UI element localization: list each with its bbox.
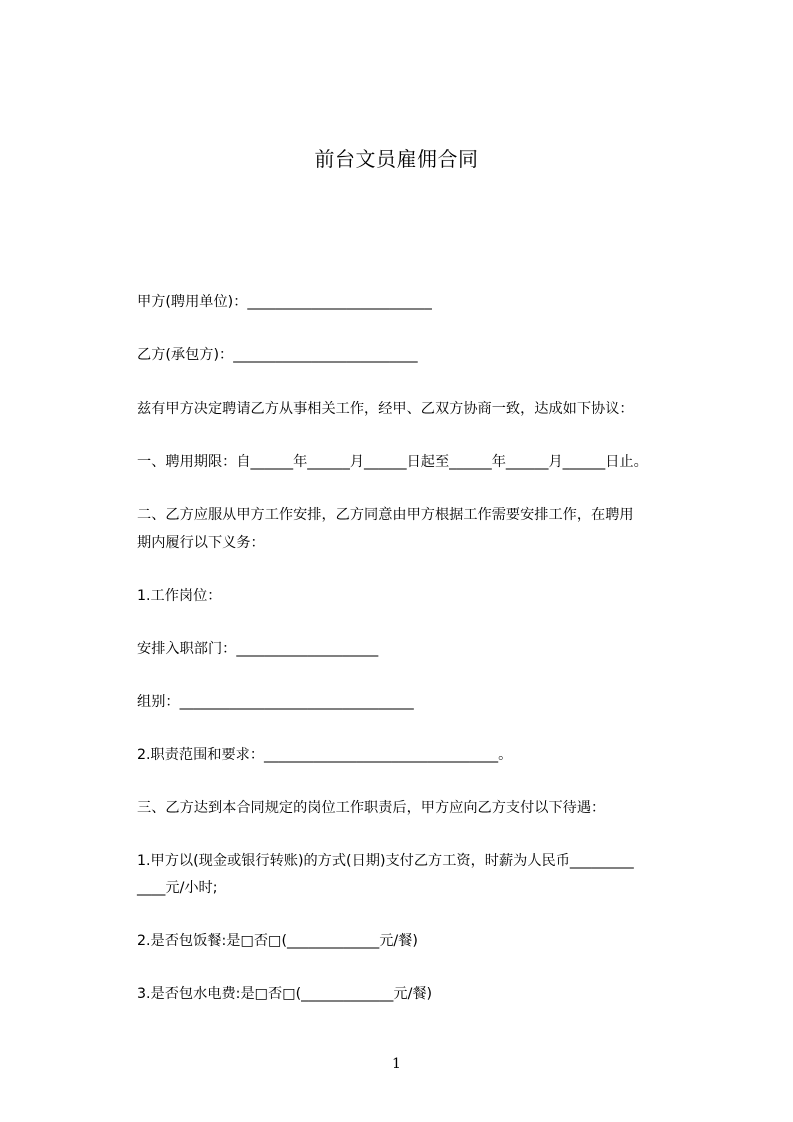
clause-two-line-2: 期内履行以下义务：: [137, 535, 265, 551]
clause-three-line: 三、乙方达到本合同规定的岗位工作职责后，甲方应向乙方支付以下待遇：: [137, 800, 606, 816]
wage-line-2: ____元/小时;: [137, 880, 218, 896]
term-clause: 一、聘用期限：自______年______月______日起至______年______月______日止。: [137, 454, 648, 470]
preamble-line: 兹有甲方决定聘请乙方从事相关工作，经甲、乙双方协商一致，达成如下协议：: [137, 401, 634, 417]
utilities-line: 3.是否包水电费:是□否□(_____________元/餐): [137, 986, 433, 1002]
duties-line: 2.职责范围和要求：_________________________________。: [137, 747, 513, 763]
position-line: 1.工作岗位：: [137, 588, 222, 604]
page-number: 1: [392, 1056, 401, 1072]
party-a-line: 甲方(聘用单位)：__________________________: [137, 294, 432, 310]
department-line: 安排入职部门：____________________: [137, 641, 379, 657]
wage-line-1: 1.甲方以(现金或银行转账)的方式(日期)支付乙方工资，时薪为人民币_________: [137, 853, 634, 869]
document-title: 前台文员雇佣合同: [314, 147, 479, 171]
meals-line: 2.是否包饭餐:是□否□(_____________元/餐): [137, 933, 418, 949]
party-b-line: 乙方(承包方)：__________________________: [137, 347, 418, 363]
group-line: 组别：_________________________________: [137, 694, 414, 710]
clause-two-line-1: 二、乙方应服从甲方工作安排，乙方同意由甲方根据工作需要安排工作，在聘用: [137, 507, 634, 523]
